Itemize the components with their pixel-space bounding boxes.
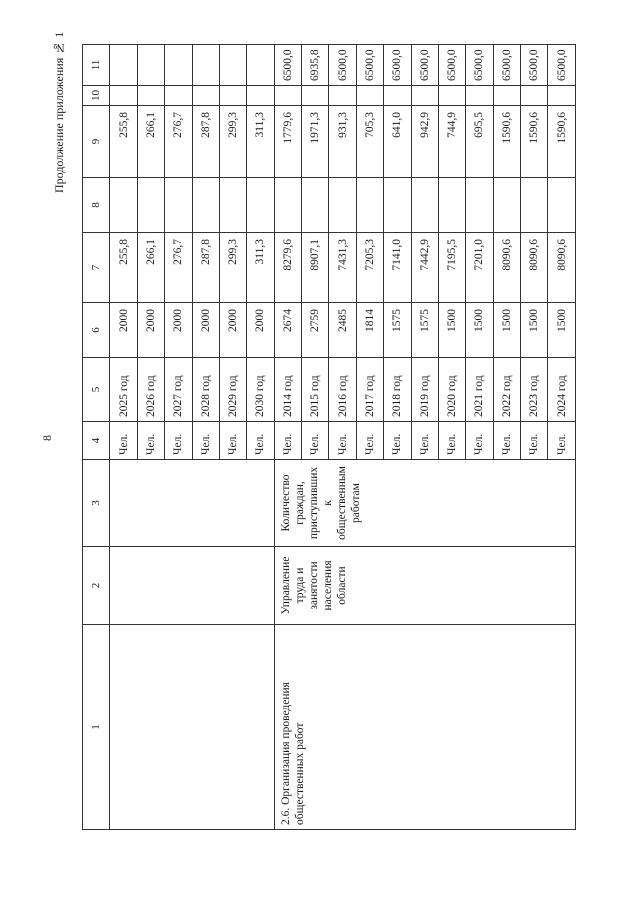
cell-c8 — [110, 178, 137, 233]
cell-c7: 8090,6 — [493, 233, 520, 303]
cell-c6: 1814 — [356, 303, 383, 358]
cell-c8 — [493, 178, 520, 233]
cell-c9: 641,0 — [384, 106, 411, 178]
column-numbers-row — [83, 45, 110, 830]
cell-c10 — [137, 86, 164, 106]
cell-year: 2016 год — [329, 358, 356, 422]
cell-c10 — [438, 86, 465, 106]
cell-c7: 8090,6 — [521, 233, 548, 303]
cell-c7: 255,8 — [110, 233, 137, 303]
cell-unit: Чел. — [274, 422, 301, 460]
cell-c8 — [247, 178, 274, 233]
cell-c8 — [521, 178, 548, 233]
cell-unit: Чел. — [137, 422, 164, 460]
cell-c8 — [219, 178, 246, 233]
cell-year: 2021 год — [466, 358, 493, 422]
cell-c9: 942,9 — [411, 106, 438, 178]
cell-c8 — [329, 178, 356, 233]
cell-c6: 1500 — [438, 303, 465, 358]
cell-c11: 6500,0 — [493, 45, 520, 86]
cell-year: 2024 год — [548, 358, 576, 422]
cell-c10 — [302, 86, 329, 106]
cell-c7: 7195,5 — [438, 233, 465, 303]
cell-c11: 6500,0 — [356, 45, 383, 86]
cell-unit: Чел. — [329, 422, 356, 460]
cell-unit: Чел. — [219, 422, 246, 460]
cell-c7: 7431,3 — [329, 233, 356, 303]
cell-unit: Чел. — [110, 422, 137, 460]
cell-year: 2014 год — [274, 358, 301, 422]
cell-c6: 2000 — [110, 303, 137, 358]
cell-c7: 7201,0 — [466, 233, 493, 303]
cell-c6: 2000 — [219, 303, 246, 358]
cell-c6: 1575 — [384, 303, 411, 358]
col-num: 2 — [83, 547, 110, 625]
cell-c8 — [137, 178, 164, 233]
cell-c8 — [438, 178, 465, 233]
col-num: 5 — [83, 358, 110, 422]
cell-c11: 6935,8 — [302, 45, 329, 86]
cell-c11: 6500,0 — [411, 45, 438, 86]
cell-year: 2017 год — [356, 358, 383, 422]
cell-unit: Чел. — [466, 422, 493, 460]
cell-unit: Чел. — [302, 422, 329, 460]
col-num: 3 — [83, 460, 110, 547]
continuation-title: Продолжение приложения № 1 — [52, 31, 66, 193]
cell-c11: 6500,0 — [438, 45, 465, 86]
cell-year: 2015 год — [302, 358, 329, 422]
cell-c8 — [274, 178, 301, 233]
cell-c6: 2485 — [329, 303, 356, 358]
col-num: 8 — [83, 178, 110, 233]
cell-c11: 6500,0 — [466, 45, 493, 86]
cell-c11 — [192, 45, 219, 86]
cell-c10 — [247, 86, 274, 106]
program-table — [82, 44, 576, 830]
cell-c8 — [192, 178, 219, 233]
cell-c9: 744,9 — [438, 106, 465, 178]
cell-c10 — [466, 86, 493, 106]
table-row — [110, 45, 137, 830]
cell-c10 — [110, 86, 137, 106]
col-num: 9 — [83, 106, 110, 178]
cell-c9: 255,8 — [110, 106, 137, 178]
cell-c9: 1590,6 — [548, 106, 576, 178]
cell-c11 — [110, 45, 137, 86]
cell-c11: 6500,0 — [521, 45, 548, 86]
cell-unit: Чел. — [192, 422, 219, 460]
cell-year: 2028 год — [192, 358, 219, 422]
cell-c11 — [137, 45, 164, 86]
cell-c6: 1500 — [521, 303, 548, 358]
cell-c6: 2674 — [274, 303, 301, 358]
cell-unit: Чел. — [247, 422, 274, 460]
cell-c10 — [548, 86, 576, 106]
cell-year: 2029 год — [219, 358, 246, 422]
cell-c11: 6500,0 — [274, 45, 301, 86]
cell-c8 — [165, 178, 192, 233]
cell-c8 — [302, 178, 329, 233]
cell-c10 — [521, 86, 548, 106]
cell-c10 — [493, 86, 520, 106]
cell-c7: 8090,6 — [548, 233, 576, 303]
cell-year: 2025 год — [110, 358, 137, 422]
cell-c7: 7141,0 — [384, 233, 411, 303]
cell-unit: Чел. — [165, 422, 192, 460]
cell-c7: 276,7 — [165, 233, 192, 303]
cell-c8 — [384, 178, 411, 233]
cell-c6: 1575 — [411, 303, 438, 358]
rotated-table-wrapper — [82, 45, 576, 830]
cell-c11: 6500,0 — [384, 45, 411, 86]
col-num: 4 — [83, 422, 110, 460]
section-name: 2.6. Организация проведения общественных работ — [274, 625, 575, 830]
col-num: 1 — [83, 625, 110, 830]
cell-year: 2027 год — [165, 358, 192, 422]
cell-c6: 1500 — [548, 303, 576, 358]
cell-c9: 705,3 — [356, 106, 383, 178]
cell-c9: 931,3 — [329, 106, 356, 178]
cell-year: 2026 год — [137, 358, 164, 422]
cell-c8 — [466, 178, 493, 233]
cell-c6: 1500 — [493, 303, 520, 358]
cell-c6: 2000 — [165, 303, 192, 358]
cell-c9: 1779,6 — [274, 106, 301, 178]
cell-unit: Чел. — [384, 422, 411, 460]
cell-c10 — [192, 86, 219, 106]
cell-c8 — [548, 178, 576, 233]
cell-c10 — [411, 86, 438, 106]
cell-c7: 7205,3 — [356, 233, 383, 303]
cell-c10 — [384, 86, 411, 106]
cell-c7: 8279,6 — [274, 233, 301, 303]
cell-unit: Чел. — [356, 422, 383, 460]
col-num: 10 — [83, 86, 110, 106]
cell-c9: 1590,6 — [493, 106, 520, 178]
cell-c9: 287,8 — [192, 106, 219, 178]
cell-year: 2020 год — [438, 358, 465, 422]
cell-c7: 299,3 — [219, 233, 246, 303]
cell-unit: Чел. — [521, 422, 548, 460]
cell-c10 — [165, 86, 192, 106]
cell-unit: Чел. — [438, 422, 465, 460]
cell-c7: 7442,9 — [411, 233, 438, 303]
cell-c10 — [329, 86, 356, 106]
section-indicator: Количество граждан, приступивших к общественным работам — [274, 460, 575, 547]
cell-c11 — [247, 45, 274, 86]
cell-unit: Чел. — [548, 422, 576, 460]
cell-year: 2030 год — [247, 358, 274, 422]
cell-c9: 311,3 — [247, 106, 274, 178]
cell-c8 — [356, 178, 383, 233]
cell-year: 2018 год — [384, 358, 411, 422]
cell-c6: 2759 — [302, 303, 329, 358]
cell-c7: 311,3 — [247, 233, 274, 303]
cell-year: 2019 год — [411, 358, 438, 422]
cell-c11: 6500,0 — [329, 45, 356, 86]
cell-c10 — [219, 86, 246, 106]
col-num: 6 — [83, 303, 110, 358]
empty-cell — [110, 547, 274, 625]
page-number: 8 — [40, 435, 54, 441]
empty-cell — [110, 460, 274, 547]
cell-c9: 266,1 — [137, 106, 164, 178]
col-num: 7 — [83, 233, 110, 303]
cell-c6: 1500 — [466, 303, 493, 358]
cell-c11 — [165, 45, 192, 86]
cell-c9: 1590,6 — [521, 106, 548, 178]
table-row — [274, 45, 301, 830]
cell-c7: 8907,1 — [302, 233, 329, 303]
cell-c6: 2000 — [137, 303, 164, 358]
empty-cell — [110, 625, 274, 830]
cell-c6: 2000 — [192, 303, 219, 358]
cell-c9: 299,3 — [219, 106, 246, 178]
cell-year: 2023 год — [521, 358, 548, 422]
cell-c11: 6500,0 — [548, 45, 576, 86]
cell-c8 — [411, 178, 438, 233]
cell-c7: 266,1 — [137, 233, 164, 303]
cell-c11 — [219, 45, 246, 86]
cell-c7: 287,8 — [192, 233, 219, 303]
cell-c6: 2000 — [247, 303, 274, 358]
cell-unit: Чел. — [493, 422, 520, 460]
cell-c9: 276,7 — [165, 106, 192, 178]
cell-c10 — [274, 86, 301, 106]
col-num: 11 — [83, 45, 110, 86]
cell-c9: 695,5 — [466, 106, 493, 178]
cell-year: 2022 год — [493, 358, 520, 422]
cell-c9: 1971,3 — [302, 106, 329, 178]
cell-unit: Чел. — [411, 422, 438, 460]
section-executor: Управление труда и занятости населения области — [274, 547, 575, 625]
cell-c10 — [356, 86, 383, 106]
